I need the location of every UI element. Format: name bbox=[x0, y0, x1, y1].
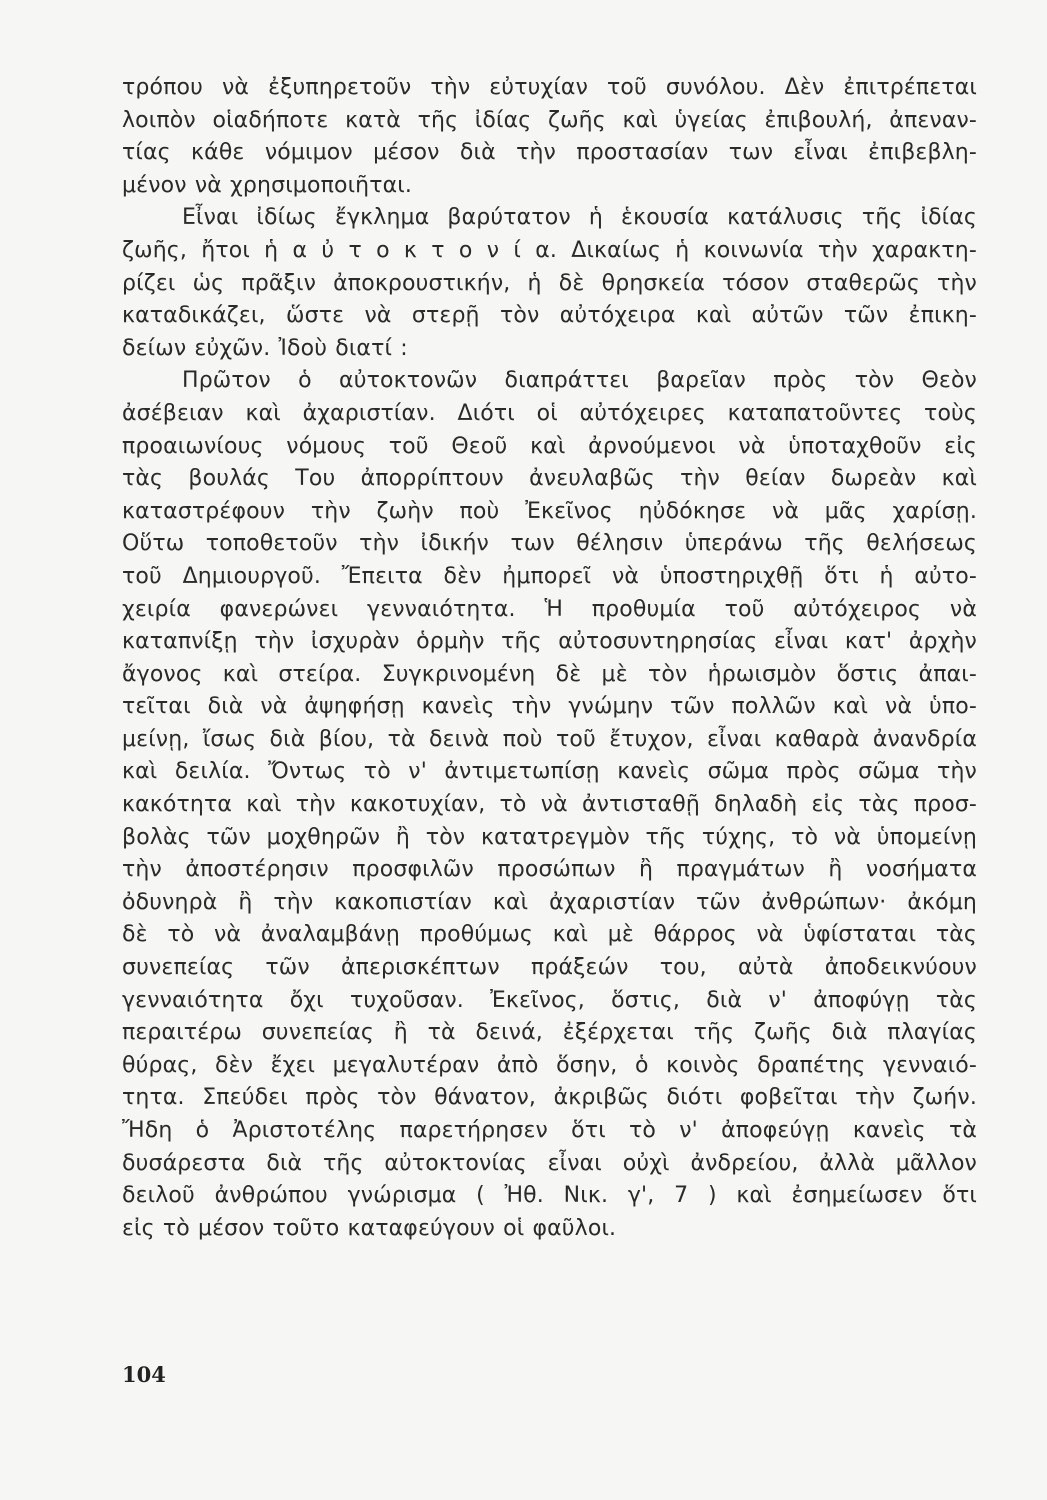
text-line: προαιωνίους νόμους τοῦ Θεοῦ καὶ ἀρνούμενοι νὰ ὑποταχθοῦν εἰς bbox=[122, 433, 977, 459]
page-number: 104 bbox=[122, 1362, 166, 1387]
text-line: καὶ δειλία. Ὄντως τὸ ν' ἀντιμετωπίσῃ κανεὶς σῶμα πρὸς σῶμα τὴν bbox=[122, 759, 977, 785]
text-line: ἀσέβειαν καὶ ἀχαριστίαν. Διότι οἱ αὐτόχειρες καταπατοῦντες τοὺς bbox=[122, 400, 977, 426]
body-text bbox=[122, 72, 977, 1245]
text-line: ὀδυνηρὰ ἢ τὴν κακοπιστίαν καὶ ἀχαριστίαν τῶν ἀνθρώπων· ἀκόμη bbox=[122, 889, 977, 915]
text-line: εἰς τὸ μέσον τοῦτο καταφεύγουν οἱ φαῦλοι. bbox=[122, 1215, 617, 1241]
text-line: καταστρέφουν τὴν ζωὴν ποὺ Ἐκεῖνος ηὐδόκησε νὰ μᾶς χαρίσῃ. bbox=[122, 498, 977, 524]
text-line: Οὕτω τοποθετοῦν τὴν ἰδικήν των θέλησιν ὑπεράνω τῆς θελήσεως bbox=[122, 531, 977, 557]
text-line: Πρῶτον ὁ αὐτοκτονῶν διαπράττει βαρεῖαν πρὸς τὸν Θεὸν bbox=[182, 368, 977, 394]
text-line: θύρας, δὲν ἔχει μεγαλυτέραν ἀπὸ ὅσην, ὁ κοινὸς δραπέτης γενναιό- bbox=[122, 1052, 977, 1078]
text-line: συνεπείας τῶν ἀπερισκέπτων πράξεών του, αὐτὰ ἀποδεικνύουν bbox=[122, 955, 977, 981]
text-line: δειλοῦ ἀνθρώπου γνώρισμα ( Ἠθ. Νικ. γ', 7 ) καὶ ἐσημείωσεν ὅτι bbox=[122, 1183, 977, 1209]
text-line: δὲ τὸ νὰ ἀναλαμβάνῃ προθύμως καὶ μὲ θάρρος νὰ ὑφίσταται τὰς bbox=[122, 922, 977, 948]
text-line: κακότητα καὶ τὴν κακοτυχίαν, τὸ νὰ ἀντισταθῇ δηλαδὴ εἰς τὰς προσ- bbox=[122, 792, 977, 818]
text-line: Ἤδη ὁ Ἀριστοτέλης παρετήρησεν ὅτι τὸ ν' ἀποφεύγῃ κανεὶς τὰ bbox=[122, 1118, 977, 1143]
text-line: χειρία φανερώνει γενναιότητα. Ἡ προθυμία τοῦ αὐτόχειρος νὰ bbox=[122, 596, 977, 622]
text-line: βολὰς τῶν μοχθηρῶν ἢ τὸν κατατρεγμὸν τῆς τύχης, τὸ νὰ ὑπομείνῃ bbox=[122, 824, 977, 850]
text-line: τὰς βουλάς Του ἀπορρίπτουν ἀνευλαβῶς τὴν θείαν δωρεὰν καὶ bbox=[122, 466, 977, 492]
text-line: τρόπου νὰ ἐξυπηρετοῦν τὴν εὐτυχίαν τοῦ συνόλου. Δὲν ἐπιτρέπεται bbox=[122, 75, 977, 100]
text-line: τίας κάθε νόμιμον μέσον διὰ τὴν προστασίαν των εἶναι ἐπιβεβλη- bbox=[122, 140, 977, 166]
text-line: μένον νὰ χρησιμοποιῆται. bbox=[122, 172, 413, 198]
text-line: τεῖται διὰ νὰ ἀψηφήσῃ κανεὶς τὴν γνώμην τῶν πολλῶν καὶ νὰ ὑπο- bbox=[122, 694, 977, 720]
text-line: περαιτέρω συνεπείας ἢ τὰ δεινά, ἐξέρχεται τῆς ζωῆς διὰ πλαγίας bbox=[122, 1020, 977, 1046]
text-line: δείων εὐχῶν. Ἰδοὺ διατί : bbox=[122, 335, 408, 361]
text-line: τοῦ Δημιουργοῦ. Ἔπειτα δὲν ἠμπορεῖ νὰ ὑποστηριχθῇ ὅτι ἡ αὐτο- bbox=[122, 563, 977, 589]
text-line: ἄγονος καὶ στείρα. Συγκρινομένη δὲ μὲ τὸν ἡρωισμὸν ὅστις ἀπαι- bbox=[122, 661, 977, 687]
text-line: γενναιότητα ὄχι τυχοῦσαν. Ἐκεῖνος, ὅστις, διὰ ν' ἀποφύγῃ τὰς bbox=[122, 987, 977, 1013]
text-line: μείνῃ, ἴσως διὰ βίου, τὰ δεινὰ ποὺ τοῦ ἔτυχον, εἶναι καθαρὰ ἀνανδρία bbox=[122, 726, 977, 752]
text-line: τὴν ἀποστέρησιν προσφιλῶν προσώπων ἢ πραγμάτων ἢ νοσήματα bbox=[122, 857, 977, 883]
text-line: ζωῆς, ἤτοι ἡ α ὐ τ ο κ τ ο ν ί α. Δικαίως ἡ κοινωνία τὴν χαρακτη- bbox=[122, 237, 977, 263]
text-line: ρίζει ὡς πρᾶξιν ἀποκρουστικήν, ἡ δὲ θρησκεία τόσον σταθερῶς τὴν bbox=[122, 270, 977, 296]
text-line: καταδικάζει, ὥστε νὰ στερῇ τὸν αὐτόχειρα καὶ αὐτῶν τῶν ἐπικη- bbox=[122, 303, 977, 329]
text-line: λοιπὸν οἱαδήποτε κατὰ τῆς ἰδίας ζωῆς καὶ ὑγείας ἐπιβουλή, ἀπεναν- bbox=[122, 107, 977, 133]
text-line: δυσάρεστα διὰ τῆς αὐτοκτονίας εἶναι οὐχὶ ἀνδρείου, ἀλλὰ μᾶλλον bbox=[122, 1150, 977, 1176]
text-line: τητα. Σπεύδει πρὸς τὸν θάνατον, ἀκριβῶς διότι φοβεῖται τὴν ζωήν. bbox=[122, 1085, 977, 1111]
text-line: Εἶναι ἰδίως ἔγκλημα βαρύτατον ἡ ἑκουσία κατάλυσις τῆς ἰδίας bbox=[182, 205, 977, 231]
text-line: καταπνίξῃ τὴν ἰσχυρὰν ὁρμὴν τῆς αὐτοσυντηρησίας εἶναι κατ' ἀρχὴν bbox=[122, 629, 977, 655]
